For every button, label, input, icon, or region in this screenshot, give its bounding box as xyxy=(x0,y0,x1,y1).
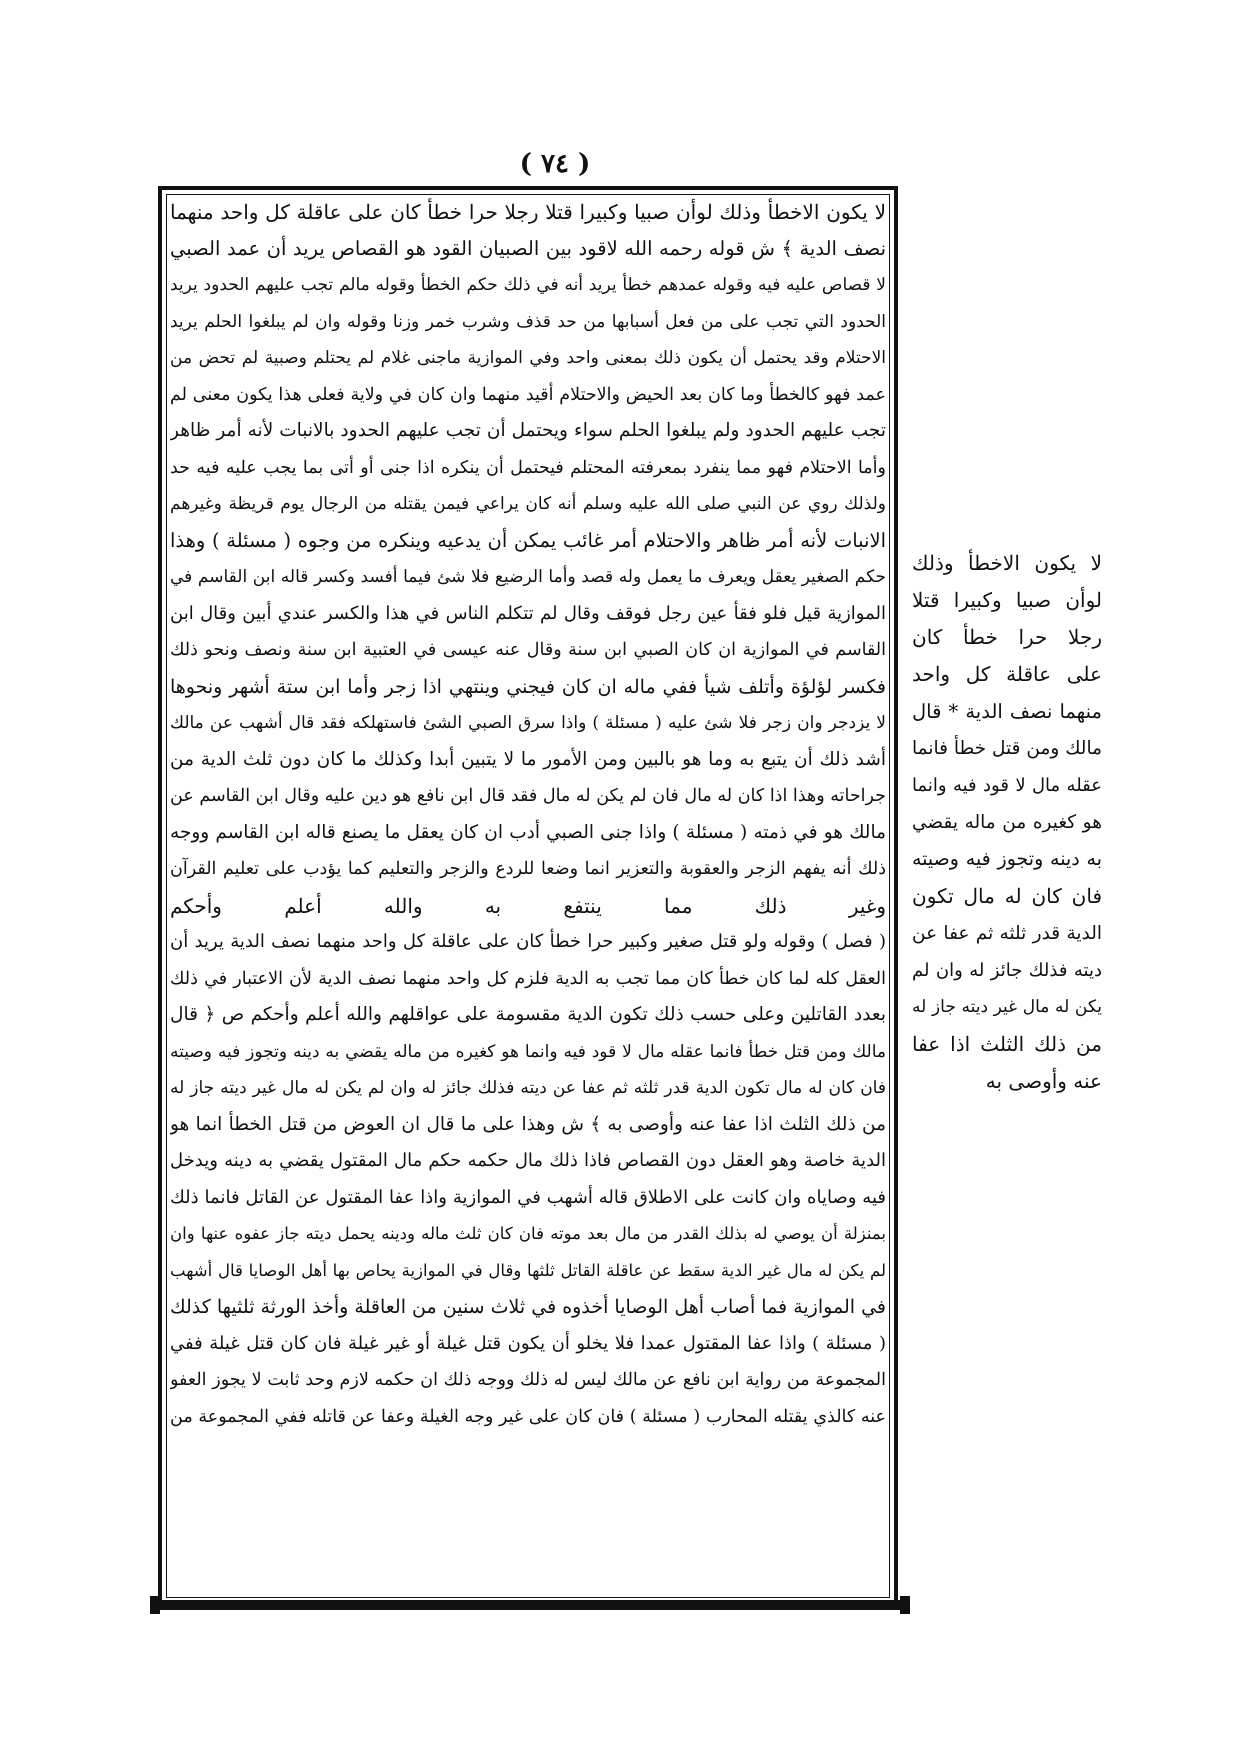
page-number: ( ٧٤ ) xyxy=(519,149,591,179)
main-text-line: المجموعة من رواية ابن نافع عن مالك ليس له ذلك ووجه ذلك ان حكمه لازم وحد ثابت لا يجوز العفو xyxy=(170,1370,886,1390)
main-text-line: أشد ذلك أن يتبع به وما هو بالبين ومن الأمور ما لا يتبين أبدا وكذلك ما كان دون ثلث الدية من xyxy=(170,748,886,770)
main-text-line: لا يكون الاخطأ وذلك لوأن صبيا وكبيرا قتلا رجلا حرا خطأ كان على عاقلة كل واحد منهما xyxy=(170,200,886,224)
main-text-line: ( فصل ) وقوله ولو قتل صغير وكبير حرا خطأ كان على عاقلة كل واحد منهما نصف الدية يريد أن xyxy=(170,931,886,952)
main-text-line: في الموازية فما أصاب أهل الوصايا أخذوه في ثلاث سنين من العاقلة وأخذ الورثة ثلثيها كذلك xyxy=(170,1296,886,1318)
main-text-line: عنه كالذي يقتله المحارب ( مسئلة ) فان كان على غير وجه الغيلة وعفا عن قاتله ففي المجموعة من xyxy=(170,1406,886,1427)
margin-text-line: يكن له مال غير ديته جاز له xyxy=(912,997,1102,1017)
main-text-line: لا يزدجر وان زجر فلا شئ عليه ( مسئلة ) واذا سرق الصبي الشئ فاستهلكه فقد قال أشهب عن مالك xyxy=(170,713,886,733)
main-text-line: تجب عليهم الحدود ولم يبلغوا الحلم سواء ويحتمل أن تجب عليهم الحدود بالانبات لأنه أمر ظاهر xyxy=(170,420,886,441)
main-text-line: العقل كله لما كان خطأ كان مما تجب به الدية فلزم كل واحد منهما نصف الدية لأن الاعتبار في ذلك xyxy=(170,968,886,989)
main-text-line: مالك ومن قتل خطأ فانما عقله مال لا قود فيه وانما هو كغيره من ماله يقضي به دينه وتجوز فيه وصيته xyxy=(170,1041,886,1062)
bottom-rule xyxy=(160,1600,900,1610)
main-text-line: القاسم في الموازية ان كان الصبي ابن سنة وقال عنه عيسى في العتبية ابن سنة ونصف ونحو ذلك xyxy=(170,640,886,660)
margin-text-line: هو كغيره من ماله يقضي xyxy=(912,812,1102,833)
main-text-line: بمنزلة أن يوصي له بذلك القدر من مال بعد موته فان كان ثلث ماله ودينه يحمل ديته جاز عفوه عنها وان xyxy=(170,1224,886,1243)
margin-text-line: مالك ومن قتل خطأ فانما xyxy=(912,738,1102,759)
main-text-line: نصف الدية ﴾ ش قوله رحمه الله لاقود بين الصبيان القود هو القصاص يريد أن عمد الصبي xyxy=(170,236,886,260)
main-text-line: مالك هو في ذمته ( مسئلة ) واذا جنى الصبي أدب ان كان يعقل ما يصنع قاله ابن القاسم ووجه xyxy=(170,821,886,843)
main-text-line: وأما الاحتلام فهو مما ينفرد بمعرفته المحتلم فيحتمل أن ينكره اذا جنى أو أتى بما يجب عليه فيه حد xyxy=(170,457,886,478)
margin-text-line: عنه وأوصى به xyxy=(985,1069,1102,1093)
main-text-line: فان كان له مال تكون الدية قدر ثلثه ثم عفا عن ديته فذلك جائز له وان لم يكن له مال غير ديته جاز له xyxy=(170,1078,886,1098)
main-text-line: الانبات لأنه أمر ظاهر والاحتلام أمر غائب يمكن أن يدعيه وينكره من وجوه ( مسئلة ) وهذا xyxy=(170,528,886,552)
main-text-line: ذلك أنه يفهم الزجر والعقوبة والتعزير انما وضعا للردع والزجر والتعليم كما يؤدب على تعليم القرآن xyxy=(170,859,886,879)
main-text-line: لا قصاص عليه فيه وقوله عمدهم خطأ يريد أنه في ذلك حكم الخطأ وقوله مالم تجب عليهم الحدود يريد xyxy=(170,275,886,295)
main-text-line: حكم الصغير يعقل ويعرف ما يعمل وله قصد وأما الرضيع فلا شئ فيما أفسد وكسر قاله ابن القاسم في xyxy=(170,567,886,587)
main-text-line: جراحاته وهذا اذا كان له مال فان لم يكن له مال فقد قال ابن نافع هو دين عليه وقال ابن القاسم عن xyxy=(170,786,886,806)
main-text-line: عمد فهو كالخطأ وما كان بعد الحيض والاحتلام أقيد منهما وان كان في ولاية فعلى هذا يكون معنى لم xyxy=(170,384,886,405)
main-text-line: الحدود التي تجب على من فعل أسبابها من حد قذف وشرب خمر وزنا وقوله وان لم يبلغوا الحلم يريد xyxy=(170,311,886,332)
main-text-line: فكسر لؤلؤة وأتلف شيأ ففي ماله ان كان فيجني وينتهي اذا زجر وأما ابن ستة أشهر ونحوها xyxy=(170,675,886,698)
main-text-line: فيه وصاياه وان كانت على الاطلاق قاله أشهب في الموازية واذا عفا المقتول عن القاتل فانما ذلك xyxy=(170,1186,886,1208)
margin-text-line: من ذلك الثلث اذا عفا xyxy=(912,1032,1102,1056)
main-text-line: الموازية قيل فلو فقأ عين رجل فوقف وقال لم تتكلم الناس في هذا والكسر عندي أبين وقال ابن xyxy=(170,602,886,624)
main-text-line: الدية خاصة وهو العقل دون القصاص فاذا ذلك مال حكمه حكم مال المقتول يقضي به دينه ويدخل xyxy=(170,1150,886,1171)
main-text-line: وغير ذلك مما ينتفع به والله أعلم وأحكم xyxy=(170,893,886,918)
margin-text-line: ديته فذلك جائز له وان لم xyxy=(912,960,1102,981)
margin-text-line: به دينه وتجوز فيه وصيته xyxy=(912,848,1102,870)
margin-text-line: منهما نصف الدية * قال xyxy=(912,700,1102,723)
margin-text-line: رجلا حرا خطأ كان xyxy=(912,625,1102,649)
margin-text-line: على عاقلة كل واحد xyxy=(912,662,1102,686)
main-text-line: بعدد القاتلين وعلى حسب ذلك تكون الدية مقسومة على عواقلهم والله أعلم وأحكم ص ﴿ قال xyxy=(170,1004,886,1025)
margin-text-line: لا يكون الاخطأ وذلك xyxy=(912,551,1102,575)
margin-matn-text xyxy=(912,545,1102,1100)
margin-text-line: عقله مال لا قود فيه وانما xyxy=(912,775,1102,796)
main-text-line: ولذلك روي عن النبي صلى الله عليه وسلم أنه كان يراعي فيمن يقتله من الرجال يوم قريظة وغيرهم xyxy=(170,494,886,514)
main-text-line: لم يكن له مال غير الدية سقط عن عاقلة القاتل ثلثها وقال في الموازية يحاص بها أهل الوصايا قال أشهب xyxy=(170,1260,886,1280)
main-text-line: ( مسئلة ) واذا عفا المقتول عمدا فلا يخلو أن يكون قتل غيلة أو غير غيلة فان كان قتل غيلة ففي xyxy=(170,1332,886,1354)
margin-text-line: الدية قدر ثلثه ثم عفا عن xyxy=(912,923,1102,944)
main-text-line: من ذلك الثلث اذا عفا عنه وأوصى به ﴾ ش وهذا على ما قال ان العوض من قتل الخطأ انما هو xyxy=(170,1113,886,1135)
main-text-line: الاحتلام وقد يحتمل أن يكون ذلك بمعنى واحد وفي الموازية ماجنى غلام لم يحتلم وصبية لم تحض من xyxy=(170,348,886,368)
margin-text-line: فان كان له مال تكون xyxy=(912,884,1102,908)
main-commentary-text xyxy=(170,194,886,1594)
margin-text-line: لوأن صبيا وكبيرا قتلا xyxy=(912,588,1102,612)
